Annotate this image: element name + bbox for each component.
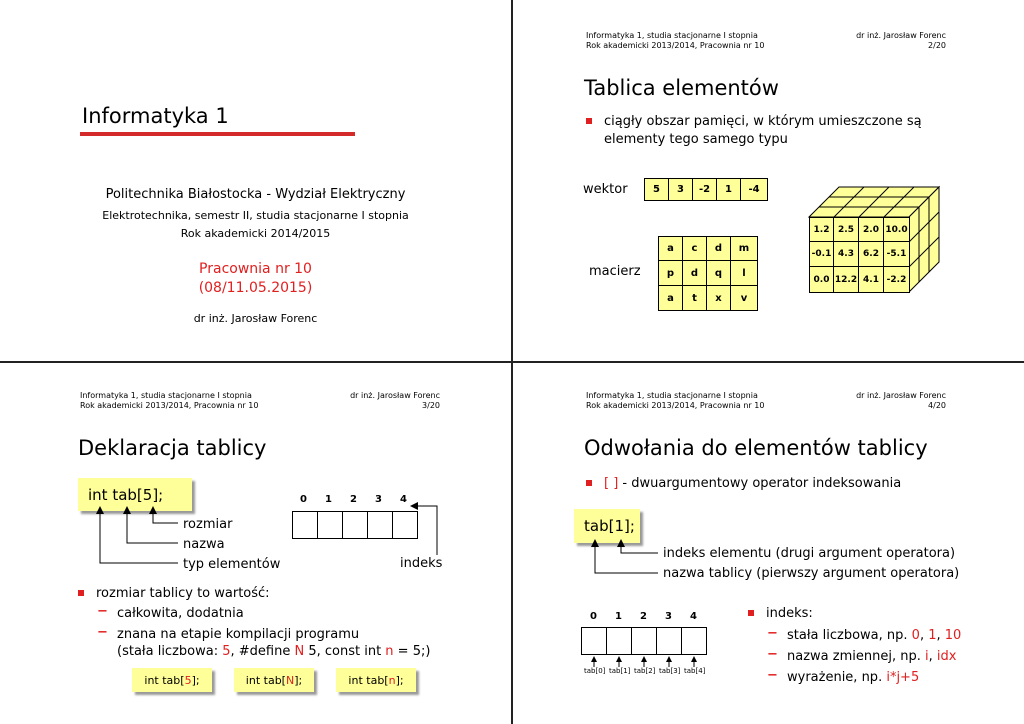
example-box-3: int tab[ n ];: [336, 668, 416, 692]
element-label: tab[3]: [659, 667, 681, 675]
sub-item-2: znana na etapie kompilacji programu: [117, 627, 360, 642]
academic-year: Rok akademicki 2014/2015: [180, 227, 331, 240]
cube-cell: 2.5: [833, 217, 859, 242]
index-label: 0: [590, 611, 597, 622]
dash-marker: −: [97, 604, 108, 619]
cube-cell: -0.1: [809, 241, 834, 267]
annotation-index: indeks elementu (drugi argument operatora): [663, 546, 956, 561]
lab-date: (08/11.05.2015): [198, 280, 313, 296]
author: dr inż. Jarosław Forenc: [193, 312, 318, 325]
array-cell: [342, 511, 368, 539]
bullet-marker: [78, 590, 84, 596]
matrix-cell: p: [658, 260, 683, 286]
page-number: 4/20: [928, 401, 946, 410]
matrix-cell: d: [682, 260, 707, 286]
university: Politechnika Białostocka - Wydział Elektryczny: [105, 187, 406, 202]
bullet-text: rozmiar tablicy to wartość:: [96, 586, 270, 601]
vector-cell: -2: [692, 178, 717, 201]
array-cell: [292, 511, 318, 539]
slide3-title: Deklaracja tablicy: [78, 436, 267, 460]
bullet-line2: elementy tego samego typu: [604, 132, 788, 147]
label-typ: typ elementów: [183, 557, 281, 572]
matrix-cell: l: [730, 260, 758, 286]
cube-cell: -2.2: [883, 266, 910, 293]
page-number: 3/20: [422, 401, 440, 410]
dash-marker: −: [97, 625, 108, 640]
index-variable: nazwa zmiennej, np. i, idx: [787, 649, 957, 664]
index-label: 1: [325, 494, 332, 505]
dash-marker: −: [767, 647, 778, 662]
slide-4: [513, 363, 1024, 724]
vector-cell: 3: [668, 178, 693, 201]
index-expression: wyrażenie, np. i*j+5: [787, 670, 920, 685]
index-label: 1: [615, 611, 622, 622]
index-label: 2: [640, 611, 647, 622]
sub-item-2-example: (stała liczbowa: 5, #define N 5, const int n = 5;): [117, 644, 431, 659]
matrix-cell: x: [706, 285, 731, 311]
cube-cell: 1.2: [809, 217, 834, 242]
header-author: dr inż. Jarosław Forenc: [350, 391, 440, 400]
matrix-cell: v: [730, 285, 758, 311]
label-indeks: indeks: [400, 556, 443, 571]
slide1-title: Informatyka 1: [82, 104, 229, 128]
cube-cell: 2.0: [858, 217, 884, 242]
header-author: dr inż. Jarosław Forenc: [856, 391, 946, 400]
example-box-1: int tab[ 5 ];: [132, 668, 212, 692]
element-label: tab[4]: [684, 667, 706, 675]
index-bullet: indeks:: [766, 606, 813, 621]
index-label: 3: [375, 494, 382, 505]
title-underline: [80, 132, 355, 136]
vector-cell: -4: [740, 178, 768, 201]
array-cell: [317, 511, 343, 539]
wektor-label: wektor: [583, 182, 628, 197]
index-label: 4: [400, 494, 407, 505]
index-label: 2: [350, 494, 357, 505]
element-label: tab[2]: [634, 667, 656, 675]
matrix-cell: t: [682, 285, 707, 311]
array-cell: [392, 511, 418, 539]
cube-cell: 4.1: [858, 266, 884, 293]
annotation-name: nazwa tablicy (pierwszy argument operatora): [663, 566, 960, 581]
macierz-label: macierz: [589, 264, 641, 279]
dash-marker: −: [767, 668, 778, 683]
index-const: stała liczbowa, np. 0, 1, 10: [787, 628, 962, 643]
matrix-cell: a: [658, 285, 683, 311]
code-access: tab[1];: [574, 509, 640, 543]
cube-cell: -5.1: [883, 241, 910, 267]
example-box-2: int tab[ N ];: [234, 668, 314, 692]
operator-bullet: [ ] - dwuargumentowy operator indeksowania: [604, 476, 902, 491]
page-number: 2/20: [928, 41, 946, 50]
vector-cell: 1: [716, 178, 741, 201]
cube-cell: 12.2: [833, 266, 859, 293]
slide4-title: Odwołania do elementów tablicy: [584, 436, 928, 460]
element-label: tab[1]: [609, 667, 631, 675]
dash-marker: −: [767, 626, 778, 641]
slide-3: [0, 363, 511, 724]
header-author: dr inż. Jarosław Forenc: [856, 31, 946, 40]
element-label: tab[0]: [584, 667, 606, 675]
header-line1: Informatyka 1, studia stacjonarne I stopnia: [586, 31, 758, 40]
label-rozmiar: rozmiar: [183, 517, 233, 532]
header-line2: Rok akademicki 2013/2014, Pracownia nr 10: [80, 401, 259, 410]
matrix-cell: a: [658, 236, 683, 261]
cube-cell: 4.3: [833, 241, 859, 267]
slide-1: [0, 0, 511, 361]
index-label: 4: [690, 611, 697, 622]
matrix-cell: c: [682, 236, 707, 261]
header-line1: Informatyka 1, studia stacjonarne I stopnia: [586, 391, 758, 400]
header-line1: Informatyka 1, studia stacjonarne I stopnia: [80, 391, 252, 400]
bullet-marker: [748, 610, 754, 616]
index-label: 3: [665, 611, 672, 622]
bullet-line1: ciągły obszar pamięci, w którym umieszczone są: [604, 114, 922, 129]
slide-2: [513, 0, 1024, 361]
array-cell: [367, 511, 393, 539]
matrix-cell: q: [706, 260, 731, 286]
slide2-title: Tablica elementów: [584, 76, 779, 100]
vector-cell: 5: [644, 178, 669, 201]
cube-cell: 6.2: [858, 241, 884, 267]
header-line2: Rok akademicki 2013/2014, Pracownia nr 10: [586, 401, 765, 410]
label-nazwa: nazwa: [183, 537, 225, 552]
index-label: 0: [300, 494, 307, 505]
cube-cell: 0.0: [809, 266, 834, 293]
program: Elektrotechnika, semestr II, studia stacjonarne I stopnia: [102, 209, 409, 222]
matrix-cell: m: [730, 236, 758, 261]
sub-item-1: całkowita, dodatnia: [117, 606, 244, 621]
matrix-cell: d: [706, 236, 731, 261]
bullet-marker: [586, 118, 592, 124]
cube-cell: 10.0: [883, 217, 910, 242]
code-declaration: int tab[5];: [78, 478, 192, 511]
header-line2: Rok akademicki 2013/2014, Pracownia nr 10: [586, 41, 765, 50]
lab-number: Pracownia nr 10: [199, 261, 312, 277]
